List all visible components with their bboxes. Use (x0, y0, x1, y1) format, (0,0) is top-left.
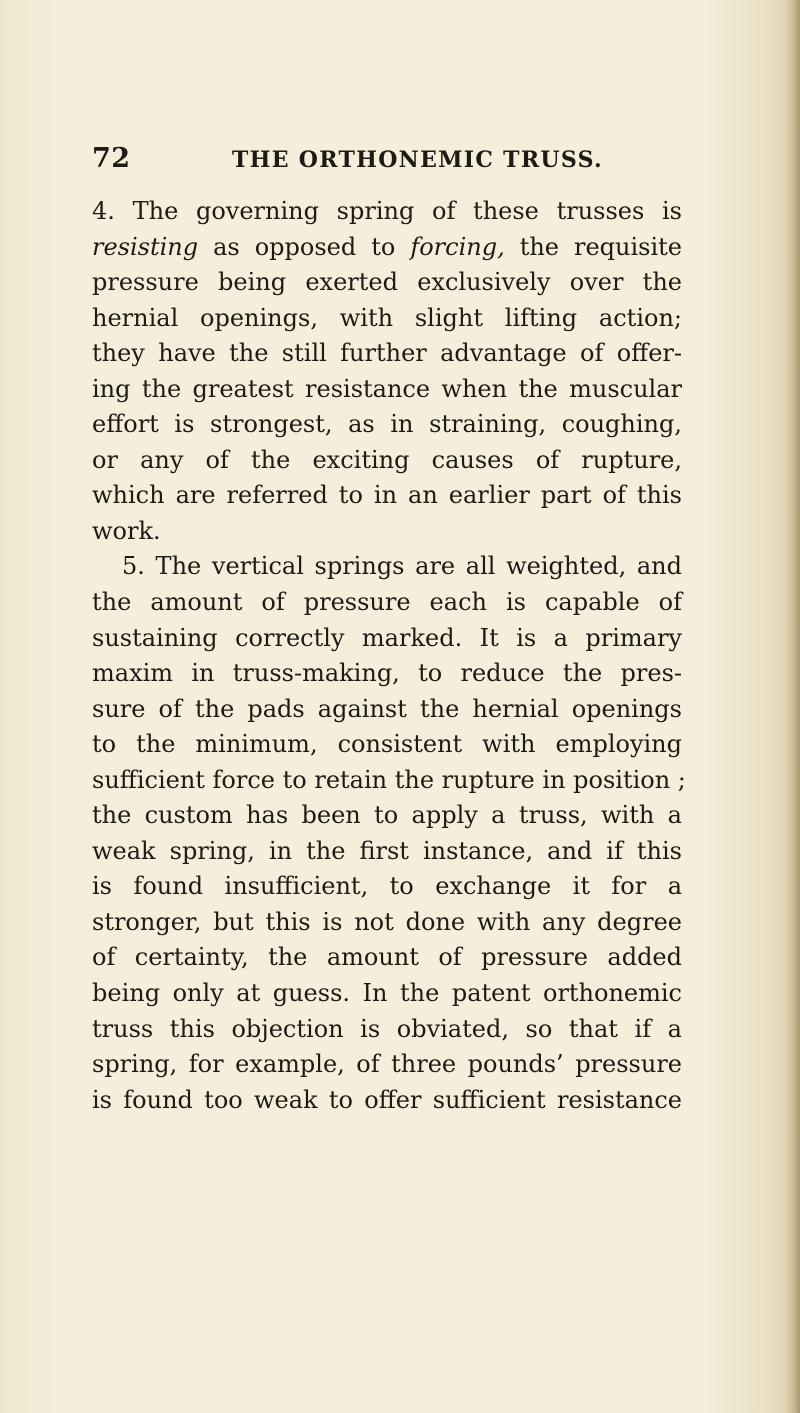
text-line (92, 1047, 682, 1083)
text-line (92, 940, 682, 976)
text-segment: work. (92, 516, 161, 545)
text-line (92, 585, 682, 621)
page-header (92, 143, 672, 175)
text-segment: 5. The vertical springs are all weighted, and (122, 552, 682, 581)
text-line (92, 514, 682, 550)
text-line (92, 621, 682, 657)
text-segment: 4. The governing spring of these trusses is (92, 197, 682, 225)
text-segment: pressure being exerted exclusively over the (92, 268, 682, 297)
text-segment: or any of the exciting causes of rupture, (92, 445, 682, 474)
text-line (92, 301, 682, 337)
text-line (92, 798, 682, 834)
text-line (92, 478, 682, 514)
text-line (92, 265, 682, 301)
text-line (92, 727, 682, 763)
text-segment: truss this objection is obviated, so that if a (92, 1014, 682, 1043)
text-line (92, 976, 682, 1012)
body-text (92, 194, 686, 1118)
text-segment: the requisite (504, 232, 683, 261)
text-segment: being only at guess. In the patent orthonemic (92, 979, 682, 1008)
text-line (92, 549, 682, 585)
text-segment: hernial openings, with slight lifting action; (92, 303, 682, 332)
text-segment: as opposed to (198, 232, 411, 261)
text-line (92, 372, 682, 408)
paragraph (92, 194, 682, 549)
text-segment: the custom has been to apply a truss, with a (92, 801, 682, 830)
text-segment: is found too weak to offer sufficient resistance (92, 1085, 682, 1114)
text-line (92, 230, 682, 266)
text-line (92, 905, 682, 941)
page-number: 72 (92, 143, 131, 174)
text-segment: the amount of pressure each is capable of (92, 588, 682, 617)
italic-text: resisting (92, 232, 199, 261)
text-segment: weak spring, in the first instance, and if this (92, 836, 682, 865)
text-line (92, 656, 682, 692)
text-segment: spring, for example, of three pounds’ pressure (92, 1050, 682, 1079)
text-line (92, 869, 682, 905)
paragraph (92, 549, 686, 1118)
text-segment: of certainty, the amount of pressure added (92, 943, 682, 972)
running-title: THE ORTHONEMIC TRUSS. (232, 147, 603, 173)
text-line (92, 443, 682, 479)
text-segment: ing the greatest resistance when the muscular (92, 374, 682, 403)
text-line (92, 336, 682, 372)
italic-text: forcing, (410, 232, 505, 261)
text-segment: sufficient force to retain the rupture in position ; (92, 765, 686, 794)
text-line (92, 1012, 682, 1048)
text-segment: effort is strongest, as in straining, coughing, (92, 410, 682, 439)
text-segment: stronger, but this is not done with any degree (92, 907, 682, 936)
text-segment: sure of the pads against the hernial openings (92, 694, 682, 723)
text-line (92, 692, 682, 728)
text-line (92, 407, 682, 443)
text-segment: which are referred to in an earlier part of this (92, 481, 682, 510)
text-segment: they have the still further advantage of offer- (92, 339, 682, 368)
text-segment: to the minimum, consistent with employing (92, 730, 682, 759)
text-line (92, 1083, 682, 1119)
text-line (92, 763, 686, 799)
text-segment: maxim in truss-making, to reduce the pres- (92, 659, 682, 688)
text-line (92, 194, 682, 230)
text-line (92, 834, 682, 870)
page-edge-shadow (786, 0, 800, 1413)
text-segment: sustaining correctly marked. It is a primary (92, 623, 682, 652)
text-segment: is found insufficient, to exchange it for a (92, 872, 682, 901)
